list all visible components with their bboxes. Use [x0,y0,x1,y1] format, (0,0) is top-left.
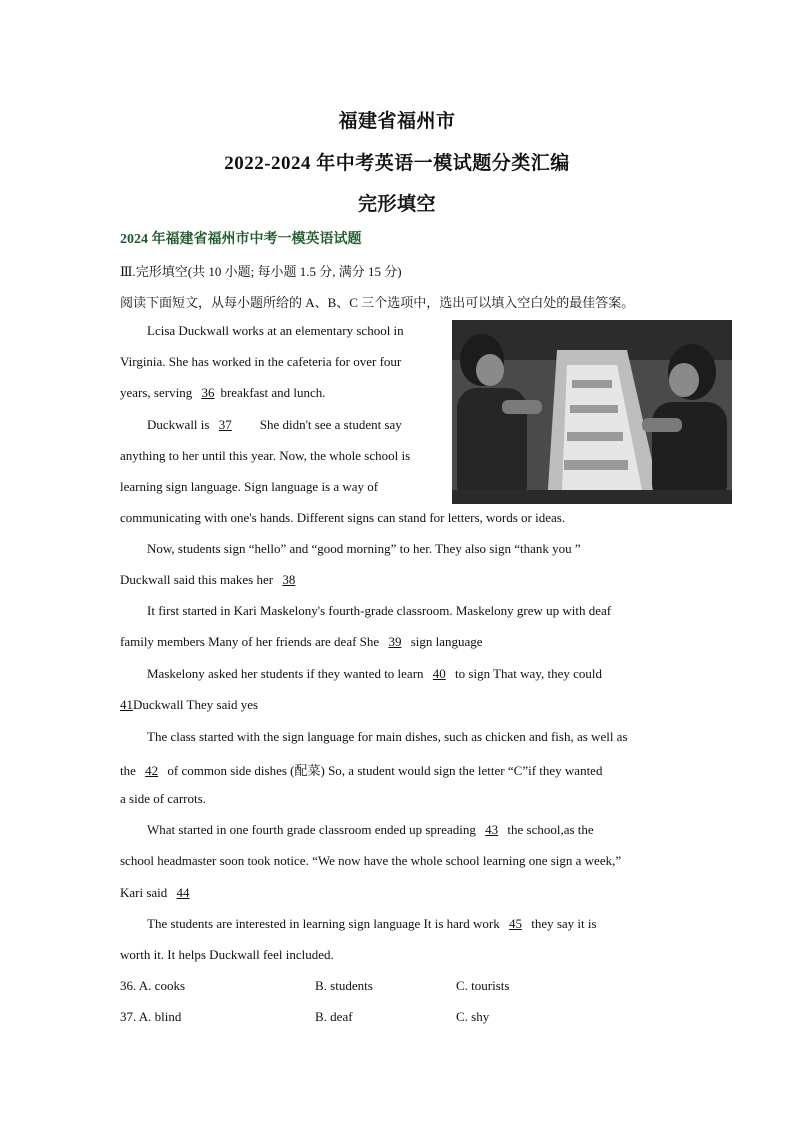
passage-line: years, serving 36 breakfast and lunch. [120,385,326,400]
section-title: 2024 年福建省福州市中考一模英语试题 [120,232,362,247]
blank-36[interactable]: 36 [201,385,215,400]
passage-line: Maskelony asked her students if they wanted to learn 40 to sign That way, they could [147,666,602,681]
blank-37[interactable]: 37 [218,417,232,432]
passage-line: worth it. It helps Duckwall feel included. [120,947,334,962]
passage-line: learning sign language. Sign language is a way of [120,479,379,494]
passage-line: Duckwall is 37 She didn't see a student say [147,417,402,432]
question-37-option-a[interactable]: 37. A. blind [120,1009,182,1024]
passage-line: It first started in Kari Maskelony's fourth-grade classroom. Maskelony grew up with deaf [147,603,612,618]
passage-line: 41Duckwall They said yes [120,697,259,712]
blank-44[interactable]: 44 [176,885,190,900]
doc-title-topic: 完形填空 [357,194,436,215]
passage-line: family members Many of her friends are deaf She 39 sign language [120,634,483,649]
passage-line: Lcisa Duckwall works at an elementary school in [147,323,404,338]
passage-line: The students are interested in learning sign language It is hard work 45 they say it is [147,916,597,931]
section-instruction: Ⅲ.完形填空(共 10 小题; 每小题 1.5 分, 满分 15 分) [120,264,402,279]
cafeteria-photo-illustration [452,320,732,504]
blank-39[interactable]: 39 [388,634,402,649]
doc-title-collection: 2022-2024 年中考英语一模试题分类汇编 [224,153,570,174]
passage-line: the 42 of common side dishes (配菜) So, a student would sign the letter “C”if they wanted [120,763,603,778]
passage-line: Duckwall said this makes her 38 [120,572,301,588]
cafeteria-photo [452,320,732,504]
blank-45[interactable]: 45 [508,916,522,931]
passage-line: anything to her until this year. Now, the whole school is [120,448,411,463]
question-37-option-b[interactable]: B. deaf [315,1009,353,1024]
passage-line: Virginia. She has worked in the cafeteria for over four [120,354,402,369]
blank-40[interactable]: 40 [432,666,446,681]
passage-line: The class started with the sign language for main dishes, such as chicken and fish, as well as [147,729,628,744]
passage-line: communicating with one's hands. Different signs can stand for letters, words or ideas. [120,510,566,525]
passage-line: Kari said 44 [120,885,196,901]
question-36-option-a[interactable]: 36. A. cooks [120,978,185,993]
question-37-option-c[interactable]: C. shy [456,1009,490,1024]
blank-41[interactable]: 41 [120,697,133,712]
blank-38[interactable]: 38 [282,572,296,587]
passage-line: a side of carrots. [120,791,206,806]
blank-43[interactable]: 43 [485,822,499,837]
doc-title-province: 福建省福州市 [338,111,456,132]
passage-line: What started in one fourth grade classroom ended up spreading 43 the school,as the [147,822,594,837]
section-directions: 阅读下面短文，从每小题所给的 A、B、C 三个选项中，选出可以填入空白处的最佳答案。 [120,295,635,310]
passage-line: school headmaster soon took notice. “We now have the whole school learning one sign a week,” [120,853,622,868]
blank-42[interactable]: 42 [145,763,159,778]
passage-line: Now, students sign “hello” and “good morning” to her. They also sign “thank you ” [147,541,581,556]
question-36-option-c[interactable]: C. tourists [456,978,510,993]
question-36-option-b[interactable]: B. students [315,978,373,993]
